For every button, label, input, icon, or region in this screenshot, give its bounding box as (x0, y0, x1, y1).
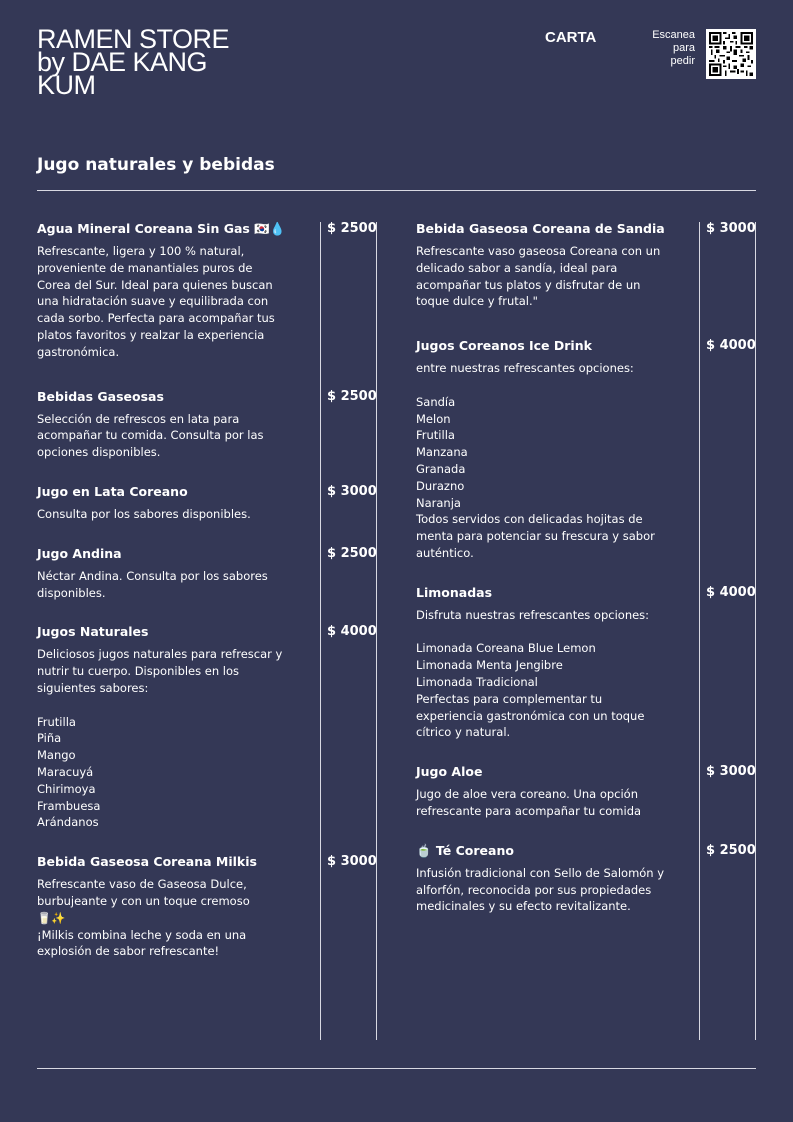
menu-item-name: Jugo en Lata Coreano (37, 483, 188, 499)
menu-item-te-coreano (416, 842, 756, 915)
menu-item-name: Bebidas Gaseosas (37, 388, 164, 404)
menu-item-price: $ 2500 (327, 388, 377, 404)
menu-item-price: $ 4000 (706, 338, 756, 354)
menu-item-description: Infusión tradicional con Sello de Salomón y alforfón, reconocida por sus propiedades medicinales y su efecto revitalizante. (416, 865, 665, 914)
top-divider (37, 190, 756, 191)
section-title: Jugo naturales y bebidas (37, 155, 275, 175)
menu-item-ice-drink (416, 337, 756, 562)
scan-to-order-text: Escanea para pedir (652, 29, 695, 67)
store-logo-title: RAMEN STORE by DAE KANG KUM (37, 24, 230, 100)
menu-item-price: $ 4000 (706, 584, 756, 600)
menu-item-limonadas (416, 584, 756, 741)
menu-item-jugo-aloe (416, 763, 756, 820)
carta-label: CARTA (545, 29, 597, 46)
menu-item-description: Néctar Andina. Consulta por los sabores disponibles. (37, 568, 268, 600)
menu-item-price: $ 3000 (327, 483, 377, 499)
menu-item-name: Bebida Gaseosa Coreana de Sandia (416, 221, 665, 236)
menu-item-jugos-naturales (37, 623, 377, 831)
menu-item-agua-mineral (37, 220, 377, 361)
menu-item-name: Jugos Naturales (37, 624, 149, 640)
menu-item-description: Jugo de aloe vera coreano. Una opción refrescante para acompañar tu comida (416, 787, 642, 818)
menu-item-description: Refrescante vaso de Gaseosa Dulce, burbujeante y con un toque cremoso 🥛✨ ¡Milkis combina leche y soda en una explosión de sabor refrescante! (37, 877, 250, 959)
menu-item-price: $ 4000 (327, 624, 377, 640)
menu-item-bebidas-gaseosas (37, 388, 377, 461)
menu-item-description: entre nuestras refrescantes opciones: Sandía Melon Frutilla Manzana Granada Durazno Naranja Todos servidos con delicadas hojitas de menta para potenciar su frescura y sabor auténtico. (416, 361, 655, 560)
menu-item-name: 🍵 Té Coreano (416, 842, 514, 858)
menu-item-gaseosa-sandia (416, 220, 756, 310)
bottom-divider (37, 1068, 756, 1069)
menu-item-description: Deliciosos jugos naturales para refrescar y nutrir tu cuerpo. Disponibles en los siguientes sabores: Frutilla Piña Mango Maracuyá Chirimoya Frambuesa Arándanos (37, 647, 283, 830)
menu-item-name: Jugo Andina (37, 545, 122, 561)
qr-code-icon[interactable] (706, 29, 756, 79)
menu-item-description: Disfruta nuestras refrescantes opciones: Limonada Coreana Blue Lemon Limonada Menta Jengibre Limonada Tradicional Perfectas para complementar tu experiencia gastronómica con un toque cítrico y natural. (416, 607, 650, 740)
menu-item-milkis (37, 853, 377, 960)
menu-item-name: Jugos Coreanos Ice Drink (416, 338, 592, 354)
menu-item-price: $ 2500 (706, 842, 756, 858)
menu-item-price: $ 3000 (327, 854, 377, 870)
menu-item-description: Refrescante vaso gaseosa Coreana con un delicado sabor a sandía, ideal para acompañar tus platos y disfrutar de un toque dulce y frutal." (416, 244, 661, 309)
menu-item-price: $ 3000 (706, 221, 756, 236)
menu-item-description: Consulta por los sabores disponibles. (37, 506, 251, 521)
menu-item-name: Limonadas (416, 584, 493, 600)
menu-item-name: Jugo Aloe (416, 764, 483, 780)
right-menu-column (416, 220, 756, 915)
menu-item-price: $ 2500 (327, 221, 377, 236)
menu-item-description: Selección de refrescos en lata para acompañar tu comida. Consulta por las opciones disponibles. (37, 411, 264, 460)
menu-item-jugo-en-lata (37, 483, 377, 523)
left-menu-column (37, 220, 377, 960)
menu-item-name: Agua Mineral Coreana Sin Gas 🇰🇷💧 (37, 221, 286, 236)
menu-item-price: $ 2500 (327, 545, 377, 561)
menu-item-price: $ 3000 (706, 764, 756, 780)
menu-item-name: Bebida Gaseosa Coreana Milkis (37, 854, 257, 870)
menu-item-description: Refrescante, ligera y 100 % natural, proveniente de manantiales puros de Corea del Sur. Ideal para quienes buscan una hidratación suave y equilibrada con cada sorbo. Perfecta para acompañar tus platos favoritos y realzar la experiencia gastronómica. (37, 244, 275, 359)
menu-item-jugo-andina (37, 545, 377, 602)
